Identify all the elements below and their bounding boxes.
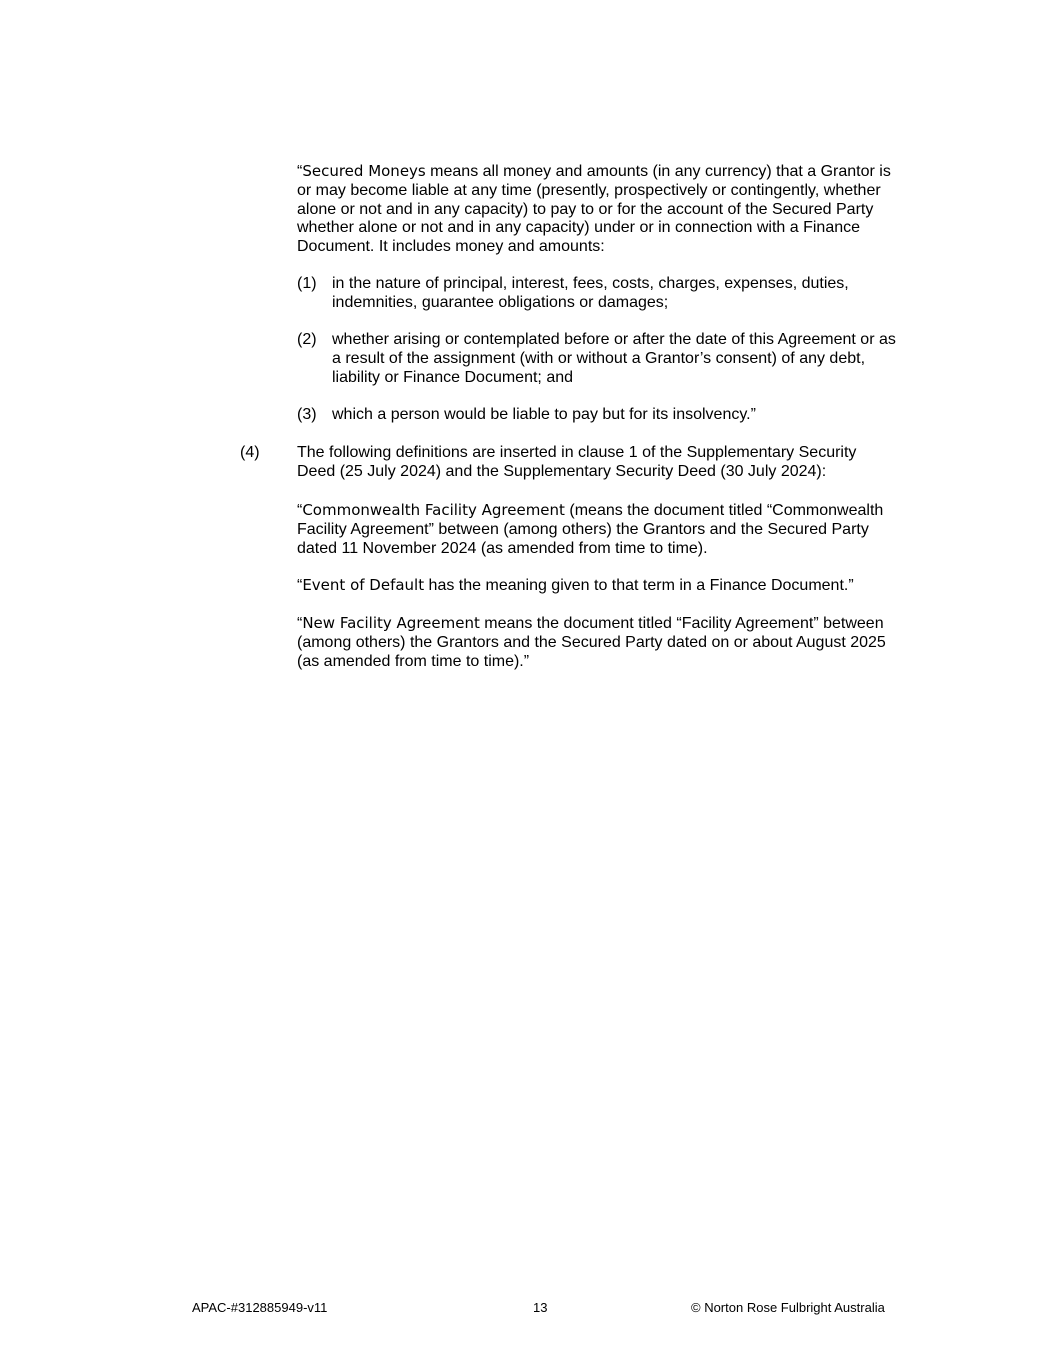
defined-term: Commonwealth Facility Agreement — [302, 501, 565, 519]
open-quote: “ — [297, 163, 303, 180]
sub-item-number: (1) — [297, 275, 317, 292]
footer-doc-ref: APAC-#312885949-v11 — [192, 1300, 328, 1315]
footer-page-number: 13 — [533, 1300, 548, 1315]
definition-new-facility-agreement — [297, 614, 897, 671]
definition-event-of-default — [297, 576, 897, 596]
sub-item-text: which a person would be liable to pay but for its insolvency.” — [332, 406, 756, 423]
open-quote: “ — [297, 502, 303, 519]
sub-item-text: whether arising or contemplated before or after the date of this Agreement or as a result of the assignment (with or without a Grantor’s consent) of any debt, liability or Finance Document; and — [332, 331, 896, 386]
sub-item-number: (2) — [297, 331, 317, 348]
clause-text: The following definitions are inserted in clause 1 of the Supplementary Security Deed (25 July 2024) and the Supplementary Security Deed (30 July 2024): — [297, 444, 857, 480]
definition-text: has the meaning given to that term in a Finance Document.” — [424, 577, 854, 594]
defined-term: Secured Moneys — [302, 162, 426, 180]
definition-text: means all money and amounts (in any currency) that a Grantor is or may become liable at any time (presently, prospectively or contingently, whether alone or not and in any capacity) to pay to or for the account of the Secured Party whether alone or not and in any capacity) under or in connection with a Finance Document. It includes money and amounts: — [297, 163, 891, 256]
footer-copyright: © Norton Rose Fulbright Australia — [691, 1300, 885, 1315]
open-quote: “ — [297, 577, 303, 594]
definition-secured-moneys — [297, 162, 897, 257]
defined-term: Event of Default — [302, 576, 425, 594]
definition-commonwealth-facility-agreement — [297, 501, 897, 558]
open-quote: “ — [297, 615, 303, 632]
sub-item-number: (3) — [297, 406, 317, 423]
defined-term: New Facility Agreement — [302, 614, 480, 632]
definition-text: (means the document titled “Commonwealth Facility Agreement” between (among others) the Grantors and the Secured Party dated 11 November 2024 (as amended from time to time). — [297, 502, 884, 557]
definition-text: means the document titled “Facility Agreement” between (among others) the Grantors and the Secured Party dated on or about August 2025 (as amended from time to time).” — [297, 615, 886, 670]
sub-item-text: in the nature of principal, interest, fees, costs, charges, expenses, duties, indemnities, guarantee obligations or damages; — [332, 275, 849, 311]
clause-number: (4) — [240, 444, 260, 461]
